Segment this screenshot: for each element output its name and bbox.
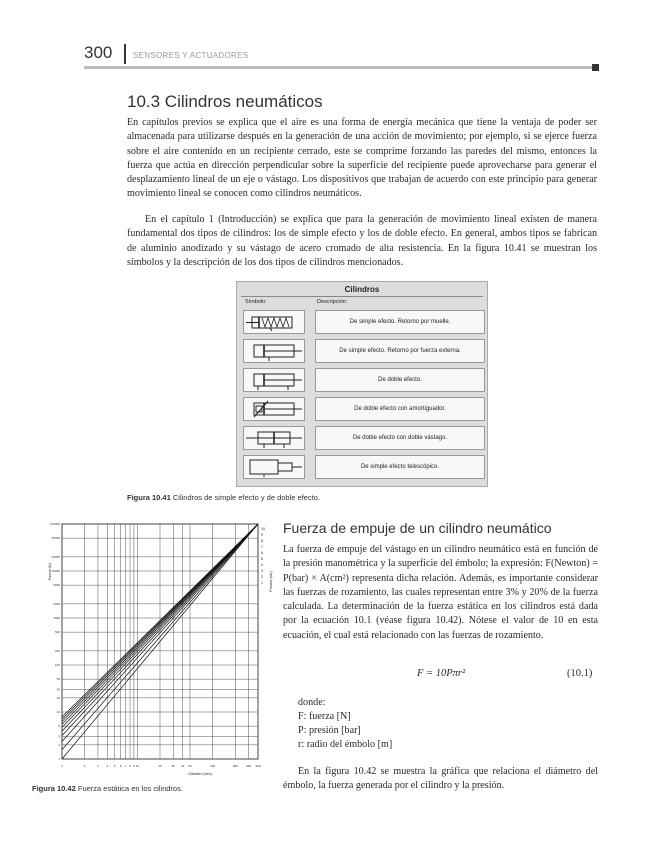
- right-paragraph-2: En la figura 10.42 se muestra la gráfica que relaciona el diámetro del émbolo, la fuerza generada por el cilindro y la presión.: [283, 766, 598, 792]
- y-tick-label: 10: [56, 710, 60, 714]
- y-tick-label: 50000: [51, 536, 60, 541]
- x-tick-label: 40: [181, 764, 185, 768]
- pressure-label: 7: [261, 545, 263, 549]
- paragraph-2: En el capítulo 1 (Introducción) se explica que para la generación de movimiento lineal existen de manera fundamental dos tipos de cilindros: los de simple efecto y los de doble efecto. En general, ambos tipos se fabrican de aluminio anodizado y su vástago de acero cromado de alta resistencia. En la figura 10.41 se muestran los símbolos y la descripción de los dos tipos de cilindros mencionados.: [127, 214, 597, 268]
- header-marker: [592, 64, 599, 71]
- pressure-label: 3: [261, 569, 263, 573]
- x-tick-label: 20: [158, 764, 162, 768]
- y-tick-label: 100: [54, 663, 60, 667]
- pressure-label: 5: [261, 557, 263, 561]
- where-label: donde:: [298, 697, 326, 708]
- pressure-label: 8: [261, 539, 263, 543]
- y-tick-label: 20: [56, 695, 60, 700]
- where-pressure: P: presión [bar]: [298, 725, 361, 736]
- pressure-label: 9: [261, 533, 263, 537]
- table-row: [243, 397, 481, 421]
- pressure-label: 2: [261, 575, 263, 579]
- x-tick-label: 9: [133, 764, 135, 768]
- pressure-label: 6: [261, 551, 263, 555]
- x-tick-label: 3: [97, 764, 99, 768]
- y-tick-label: 50: [56, 677, 60, 682]
- table-row-description: De simple efecto telescópico.: [315, 455, 485, 479]
- x-axis-label: Diámetro (mm): [188, 772, 212, 776]
- x-tick-label: 4: [106, 764, 109, 768]
- table-row: [243, 368, 481, 392]
- cylinders-table: [236, 281, 488, 487]
- y-tick-label: 20000: [51, 554, 60, 559]
- table-row: [243, 455, 481, 479]
- y-tick-label: 1: [58, 757, 60, 761]
- x-tick-label: 2: [83, 764, 86, 768]
- pressure-label: 4: [261, 563, 263, 567]
- force-chart: [45, 519, 280, 779]
- cylinder-symbol-icon: [243, 397, 305, 421]
- y-tick-label: 500: [54, 630, 60, 635]
- figure-10-42-caption: [32, 784, 183, 793]
- caption-label: Figura 10.42: [32, 784, 76, 793]
- y-tick-label: 3: [58, 734, 60, 739]
- x-tick-label: 50: [188, 764, 192, 768]
- where-force: F: fuerza [N]: [298, 711, 351, 722]
- where-radius: r: radio del émbolo [m]: [298, 739, 393, 750]
- table-title: Cilindros: [344, 285, 380, 294]
- y-tick-label: 30: [56, 687, 60, 692]
- y-tick-label: 5000: [53, 583, 60, 588]
- cylinder-symbol-icon: [243, 310, 305, 334]
- x-tick-label: 200: [232, 764, 238, 768]
- y-tick-label: 2: [58, 742, 60, 747]
- pressure-label: 10: [261, 527, 265, 531]
- cylinder-symbol-icon: [243, 426, 305, 450]
- table-row-description: De simple efecto. Retorno por fuerza externa.: [315, 339, 485, 363]
- y-tick-label: 200: [54, 648, 60, 653]
- table-header-symbol: Símbolo:: [245, 299, 267, 305]
- x-tick-label: 7: [124, 764, 127, 768]
- x-tick-label: 10: [135, 764, 139, 768]
- section-title: 10.3 Cilindros neumáticos: [127, 92, 323, 111]
- pressure-label: 1: [261, 581, 263, 585]
- table-row-description: De doble efecto con doble vástago.: [315, 426, 485, 450]
- y-tick-label: 5: [58, 724, 60, 729]
- cylinder-symbol-icon: [243, 455, 305, 479]
- table-header-description: Descripción:: [317, 299, 348, 305]
- cylinder-symbol-icon: [243, 368, 305, 392]
- right-paragraph-1: La fuerza de empuje del vástago en un cilindro neumático está en función de la presión manométrica y la superficie del émbolo; la expresión: F(Newton) = P(bar) × A(cm²) representa dicha relación. Además, es importante considerar las fuerzas de rozamiento, las cuales representan entre 3% y 20% de la fuerza calculada. La determinación de la fuerza estática en los cilindros está dada por la ecuación 10.1 (véase figura 10.42). Nótese el valor de 10 en esta ecuación, el cual está relacionado con las fuerzas de rozamiento.: [283, 544, 598, 641]
- table-row-description: De simple efecto. Retorno por muelle.: [315, 310, 485, 334]
- header-rule: [84, 66, 596, 69]
- table-row: [243, 310, 481, 334]
- header-divider: [124, 44, 126, 64]
- y-tick-label: 1000: [53, 616, 60, 620]
- x-tick-label: 300: [246, 764, 252, 768]
- y-tick-label: 100000: [49, 522, 60, 526]
- subsection-title: Fuerza de empuje de un cilindro neumático: [283, 520, 552, 536]
- x-tick-label: 5: [113, 764, 116, 768]
- table-row-description: De doble efecto.: [315, 368, 485, 392]
- y-axis-label: Fuerza (N): [48, 563, 52, 580]
- x-tick-label: 30: [171, 764, 175, 768]
- caption-text: Cilindros de simple efecto y de doble efecto.: [172, 493, 321, 502]
- section-running-head: SENSORES Y ACTUADORES: [133, 51, 249, 60]
- x-tick-label: 6: [119, 764, 122, 768]
- y-tick-label: 2000: [53, 601, 60, 606]
- equation: F = 10Pπr²: [417, 668, 466, 679]
- table-row: [243, 339, 481, 363]
- page-number: 300: [84, 43, 113, 62]
- force-chart-svg: [45, 519, 280, 779]
- paragraph-1: En capítulos previos se explica que el aire es una forma de energía mecánica que tiene la ventaja de poder ser almacenada para utilizarse después en la generación de una acción de movimiento; por ejemplo, si se ejerce fuerza sobre el aire contenido en un recipiente cerrado, este se comprime forzando las paredes del mismo, entonces la fuerza que actúa en dirección perpendicular sobre la superficie del recipiente puede aprovecharse para generar el desplazamiento lineal de un eje o vástago. Los dispositivos que trabajan de acuerdo con este principio para generar movimiento lineal se conocen como cilindros neumáticos.: [127, 117, 597, 200]
- table-divider: [241, 296, 483, 297]
- equation-number: (10.1): [567, 668, 593, 679]
- y-tick-label: 10000: [51, 569, 60, 573]
- x-tick-label: 8: [129, 764, 131, 768]
- y2-axis-label: Presión (bar): [269, 571, 273, 592]
- table-row: [243, 426, 481, 450]
- caption-text: Fuerza estática en los cilindros.: [77, 784, 183, 793]
- table-row-description: De doble efecto con amortiguador.: [315, 397, 485, 421]
- figure-10-41-caption: [127, 493, 320, 502]
- x-tick-label: 100: [210, 764, 216, 768]
- caption-label: Figura 10.41: [127, 493, 171, 502]
- x-tick-label: 1: [61, 764, 63, 768]
- cylinder-symbol-icon: [243, 339, 305, 363]
- x-tick-label: 400: [255, 764, 261, 768]
